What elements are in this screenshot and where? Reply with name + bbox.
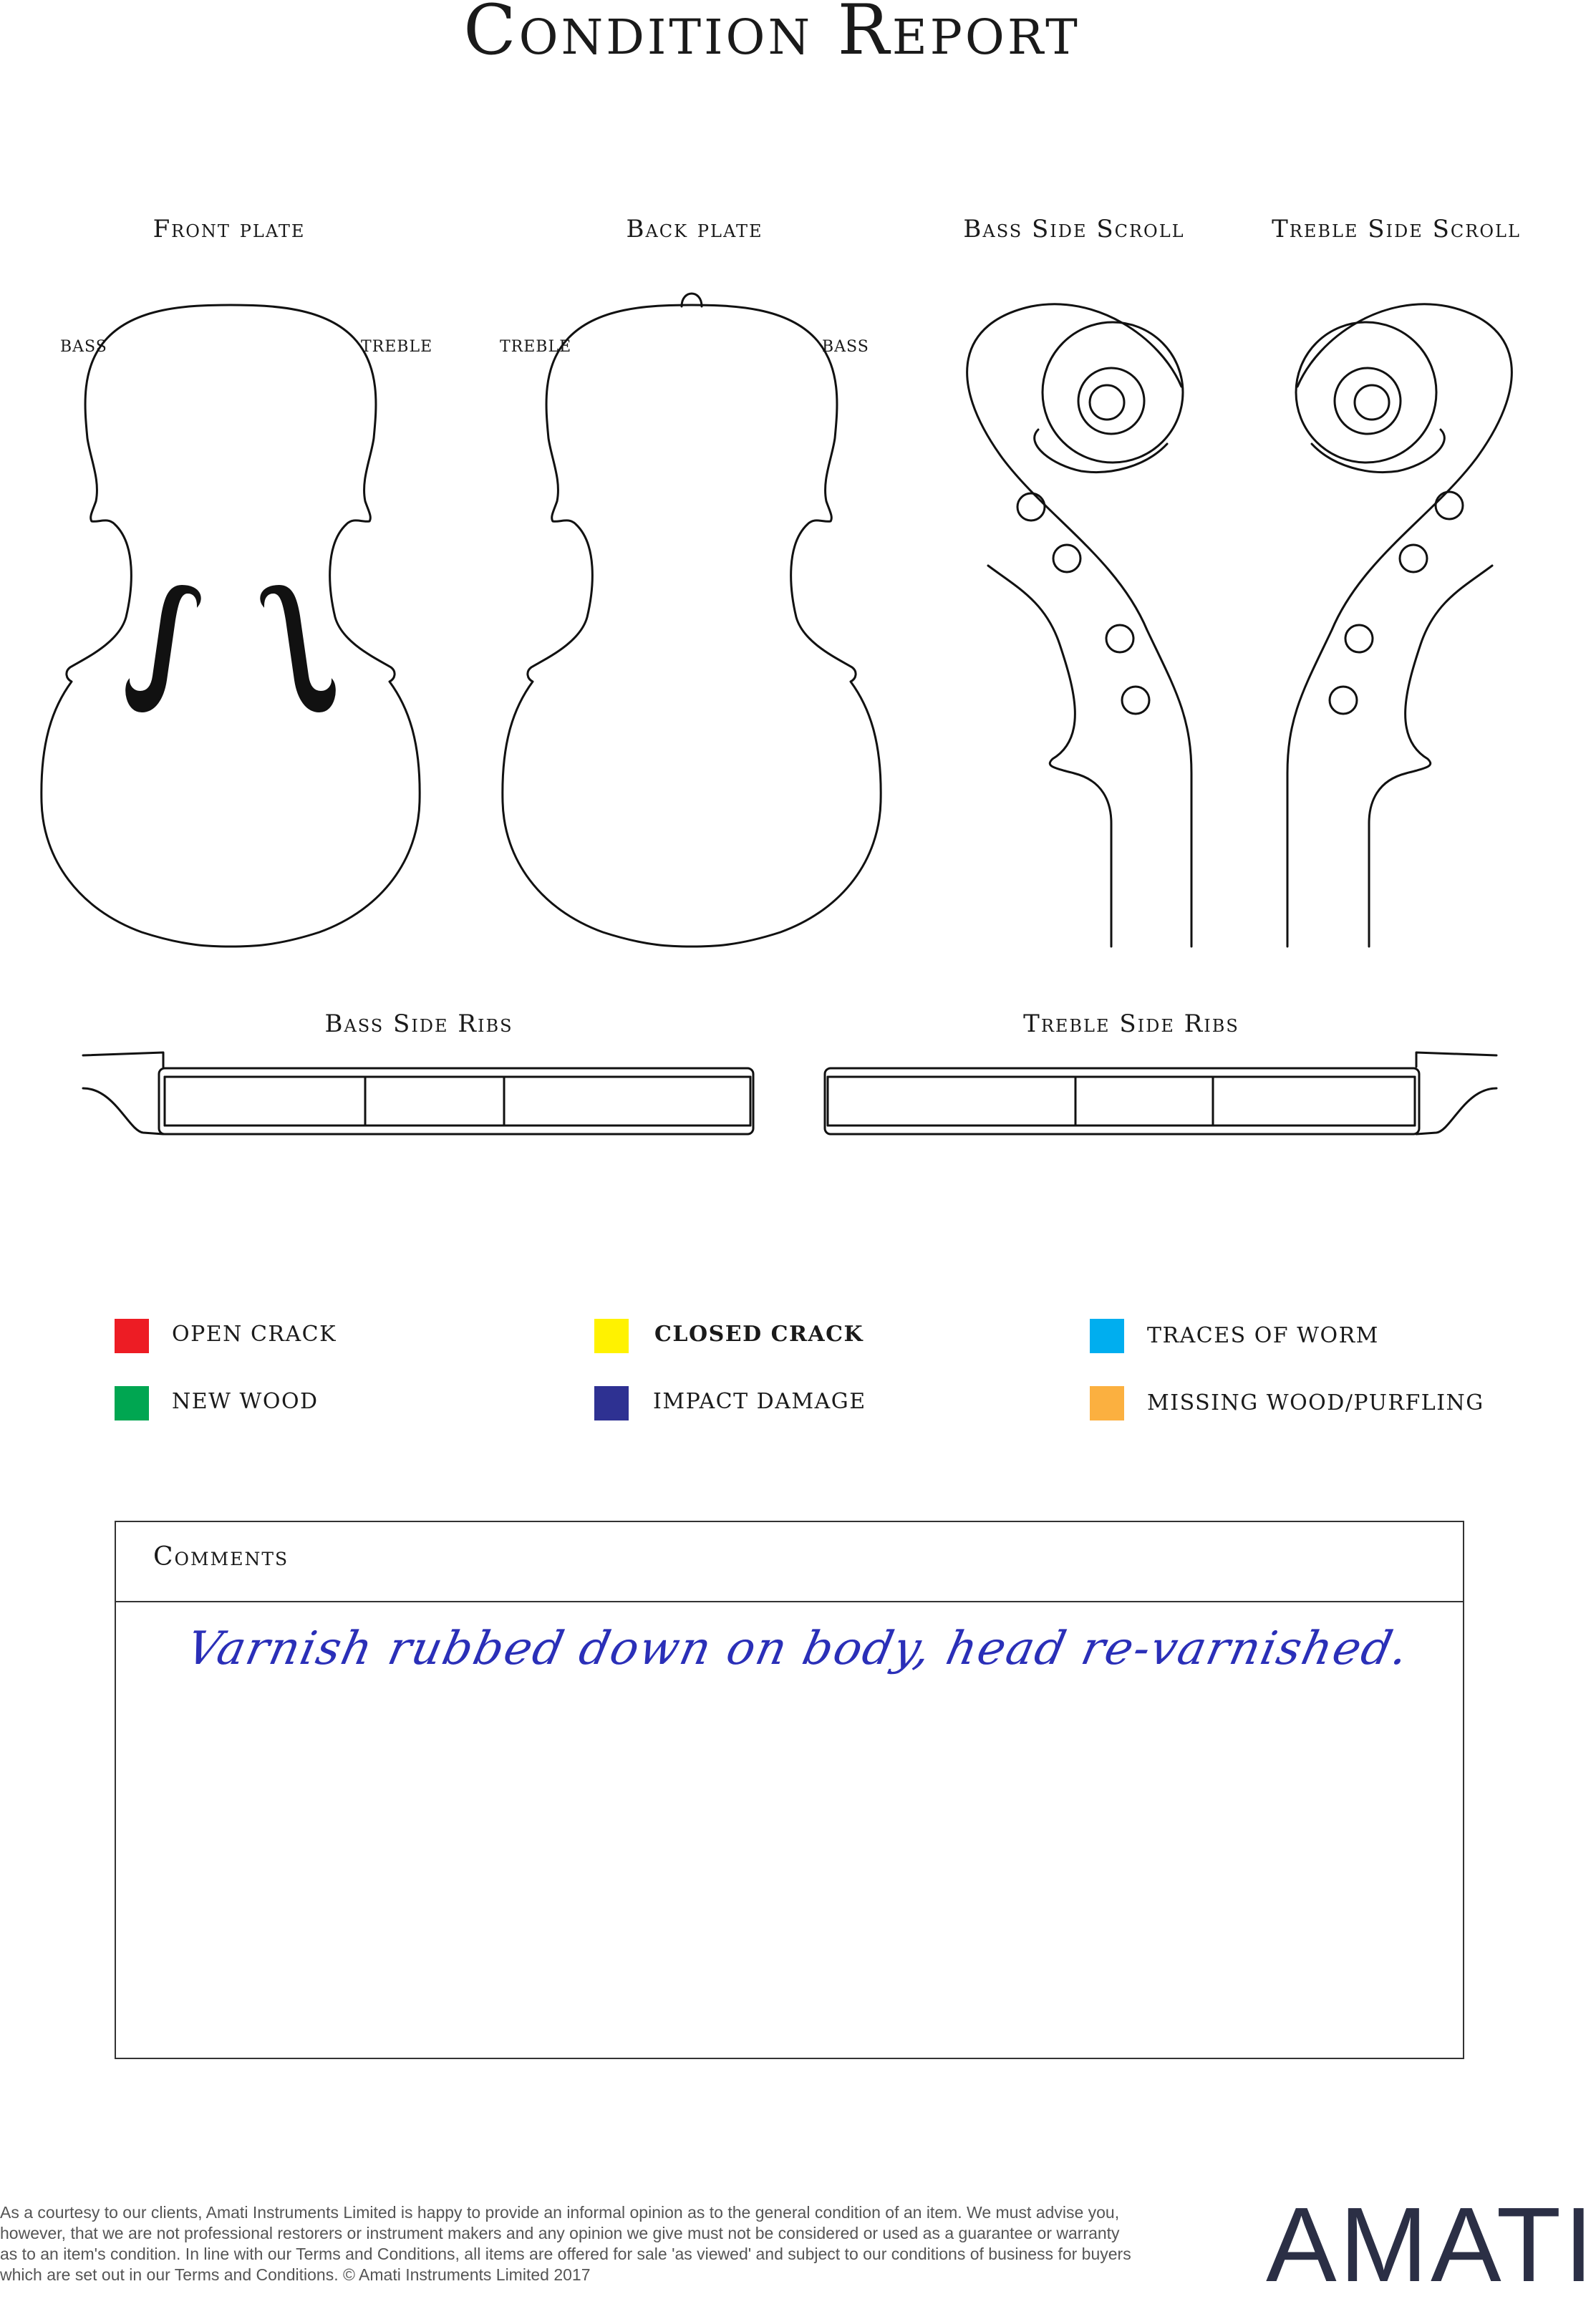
bass-side-scroll-drawing: [967, 304, 1191, 947]
legend-label: CLOSED CRACK: [654, 1322, 864, 1347]
legend-label: NEW WOOD: [172, 1389, 319, 1414]
comments-heading: Comments: [153, 1542, 289, 1572]
front-plate-bass-label: BASS: [60, 338, 107, 356]
back-plate-outline: [503, 305, 881, 947]
front-plate-label: Front plate: [153, 215, 306, 243]
legend-swatch: [1090, 1319, 1124, 1353]
legend-label: OPEN CRACK: [172, 1322, 337, 1347]
handwritten-comment: Varnish rubbed down on body, head re-varnished.: [182, 1622, 1415, 1675]
page-title: Condition Report: [463, 0, 1080, 70]
legend-swatch: [115, 1386, 149, 1420]
front-plate-treble-label: TREBLE: [361, 338, 433, 356]
legend-swatch: [594, 1386, 629, 1420]
comments-box: [115, 1521, 1464, 2059]
legend-label: MISSING WOOD/PURFLING: [1147, 1390, 1484, 1415]
back-plate-label: Back plate: [626, 215, 763, 243]
amati-logo: AMATI: [1266, 2186, 1596, 2304]
disclaimer-text: As a courtesy to our clients, Amati Instruments Limited is happy to provide an informal opinion as to the general condition of an item. We must advise you, however, that we are not professional restorers or instrument makers and any opinion we give must not be considered or used as a guarantee or warranty as to an item's condition. In line with our Terms and Conditions, all items are offered for sale 'as viewed' and subject to our conditions of business for buyers which are set out in our Terms and Conditions. © Amati Instruments Limited 2017: [0, 2203, 1131, 2284]
legend-label: IMPACT DAMAGE: [653, 1389, 866, 1414]
front-plate-outline: [42, 305, 420, 947]
treble-side-scroll-label: Treble Side Scroll: [1272, 215, 1521, 243]
legend-swatch: [115, 1319, 149, 1353]
bass-side-ribs-label: Bass Side Ribs: [324, 1010, 513, 1038]
f-holes: [126, 586, 335, 712]
legend-swatch: [1090, 1386, 1124, 1420]
comments-header: [116, 1522, 1463, 1602]
back-plate-treble-label: TREBLE: [500, 338, 572, 356]
bass-side-ribs-drawing: [83, 1052, 753, 1134]
treble-side-scroll-drawing: [1287, 304, 1512, 947]
legend-swatch: [594, 1319, 629, 1353]
treble-side-ribs-label: Treble Side Ribs: [1023, 1010, 1239, 1038]
back-plate-bass-label: BASS: [822, 338, 869, 356]
treble-side-ribs-drawing: [825, 1052, 1496, 1134]
legend-label: TRACES OF WORM: [1147, 1323, 1379, 1348]
bass-side-scroll-label: Bass Side Scroll: [963, 215, 1185, 243]
